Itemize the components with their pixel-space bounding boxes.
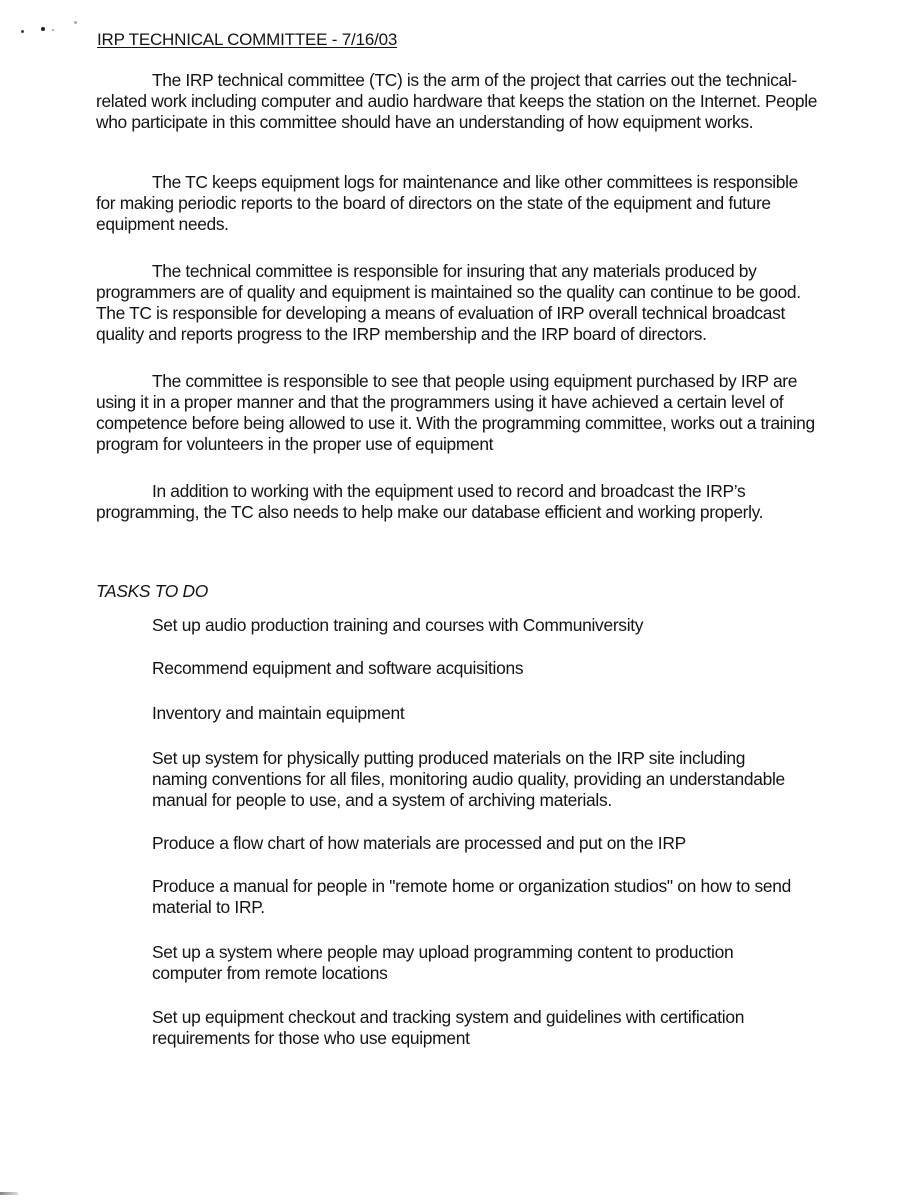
task-item: Set up a system where people may upload programming content to production computer from remote locations <box>152 942 734 983</box>
scan-speck <box>74 21 77 24</box>
paragraph-quality-responsibility: The technical committee is responsible for insuring that any materials produced by programmers are of quality and equipment is maintained so the quality can continue to be good. The TC is responsible for developing a means of evaluation of IRP overall technical broadcast quality and reports progress to the IRP membership and the IRP board of directors. <box>96 261 801 344</box>
paragraph-tc-overview: The IRP technical committee (TC) is the arm of the project that carries out the technical-related work including computer and audio hardware that keeps the station on the Internet. People who participate in this committee should have an understanding of how equipment works. <box>96 70 818 132</box>
paragraph-database: In addition to working with the equipment used to record and broadcast the IRP’s programming, the TC also needs to help make our database efficient and working properly. <box>96 481 764 522</box>
scan-edge-mark <box>0 1192 18 1195</box>
scan-speck <box>52 29 54 31</box>
task-item: Set up equipment checkout and tracking system and guidelines with certification requirements for those who use equipment <box>152 1007 745 1048</box>
task-item: Produce a manual for people in "remote home or organization studios" on how to send material to IRP. <box>152 876 792 917</box>
task-item: Set up system for physically putting produced materials on the IRP site including naming conventions for all files, monitoring audio quality, providing an understandable manual for people to use, and a system of archiving materials. <box>152 748 785 810</box>
tasks-heading: TASKS TO DO <box>96 581 209 601</box>
scan-speck <box>21 30 24 33</box>
task-item: Recommend equipment and software acquisitions <box>152 658 524 678</box>
task-item: Set up audio production training and courses with Communiversity <box>152 615 644 635</box>
document-title: IRP TECHNICAL COMMITTEE - 7/16/03 <box>97 30 398 49</box>
scan-speck <box>41 27 45 31</box>
task-item: Inventory and maintain equipment <box>152 703 405 723</box>
paragraph-proper-use: The committee is responsible to see that people using equipment purchased by IRP are using it in a proper manner and that the programmers using it have achieved a certain level of competence before being allowed to use it. With the programming committee, works out a training program for volunteers in the proper use of equipment <box>96 371 815 454</box>
task-item: Produce a flow chart of how materials are processed and put on the IRP <box>152 833 686 853</box>
paragraph-equipment-logs: The TC keeps equipment logs for maintenance and like other committees is responsible for making periodic reports to the board of directors on the state of the equipment and future equipment needs. <box>96 172 798 234</box>
